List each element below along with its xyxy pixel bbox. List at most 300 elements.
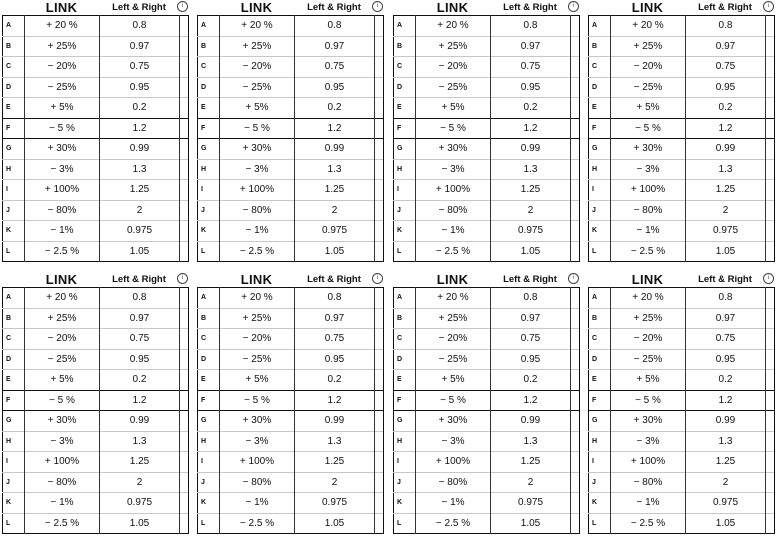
table-row (198, 221, 384, 242)
row-letter: E (589, 98, 611, 119)
table-row (589, 36, 775, 57)
table-row (3, 472, 189, 493)
left-right-value: 0.975 (100, 221, 180, 242)
row-letter: J (394, 200, 416, 221)
left-right-value: 0.75 (686, 329, 766, 350)
empty-cell (180, 16, 189, 37)
row-letter: A (589, 288, 611, 309)
row-letter: I (3, 180, 25, 201)
empty-cell (571, 288, 580, 309)
left-right-value: 1.3 (295, 159, 375, 180)
table-row (394, 98, 580, 119)
link-value: − 1% (416, 221, 491, 242)
link-value: − 5 % (416, 390, 491, 411)
table-row (394, 241, 580, 262)
link-value: + 20 % (416, 288, 491, 309)
link-value: + 25% (416, 308, 491, 329)
left-right-value: 0.75 (686, 57, 766, 78)
empty-cell (571, 452, 580, 473)
table-row (3, 390, 189, 411)
empty-cell (180, 241, 189, 262)
empty-cell (375, 200, 384, 221)
left-right-value: 1.2 (491, 118, 571, 139)
empty-cell (375, 159, 384, 180)
link-column-header: LINK (631, 0, 664, 15)
table-row (589, 390, 775, 411)
row-letter: B (3, 308, 25, 329)
left-right-value: 0.975 (491, 493, 571, 514)
link-table-card (2, 0, 188, 265)
link-table (393, 15, 580, 262)
info-circle-icon: i (177, 273, 188, 284)
table-row (589, 180, 775, 201)
empty-cell (571, 349, 580, 370)
link-value: − 20% (25, 329, 100, 350)
link-value: − 80% (25, 200, 100, 221)
link-value: − 80% (220, 200, 295, 221)
empty-cell (571, 77, 580, 98)
left-right-value: 1.2 (295, 118, 375, 139)
table-row (589, 200, 775, 221)
left-right-value: 0.97 (686, 36, 766, 57)
left-right-value: 1.05 (100, 241, 180, 262)
row-letter: I (589, 180, 611, 201)
table-row (589, 288, 775, 309)
link-value: + 30% (611, 411, 686, 432)
table-row (589, 329, 775, 350)
empty-cell (375, 36, 384, 57)
left-right-value: 0.8 (295, 288, 375, 309)
empty-cell (375, 431, 384, 452)
left-right-value: 1.3 (686, 159, 766, 180)
empty-cell (375, 221, 384, 242)
empty-cell (766, 288, 775, 309)
link-column-header: LINK (45, 0, 78, 15)
row-letter: D (3, 77, 25, 98)
empty-cell (375, 411, 384, 432)
link-table-card (393, 0, 579, 265)
link-value: + 100% (25, 452, 100, 473)
row-letter: A (589, 16, 611, 37)
row-letter: J (394, 472, 416, 493)
link-value: − 25% (220, 77, 295, 98)
row-letter: I (198, 180, 220, 201)
row-letter: L (394, 513, 416, 534)
row-letter: L (589, 241, 611, 262)
empty-cell (375, 77, 384, 98)
left-right-value: 1.25 (295, 452, 375, 473)
empty-cell (180, 98, 189, 119)
row-letter: K (394, 493, 416, 514)
empty-cell (375, 180, 384, 201)
link-value: − 3% (416, 431, 491, 452)
row-letter: D (589, 349, 611, 370)
left-right-value: 0.2 (686, 98, 766, 119)
row-letter: F (198, 390, 220, 411)
row-letter: C (198, 329, 220, 350)
table-row (394, 159, 580, 180)
link-value: + 25% (25, 36, 100, 57)
empty-cell (766, 513, 775, 534)
empty-cell (180, 118, 189, 139)
table-row (394, 36, 580, 57)
empty-cell (766, 431, 775, 452)
link-value: − 20% (611, 57, 686, 78)
empty-cell (571, 411, 580, 432)
left-right-value: 0.2 (686, 370, 766, 391)
left-right-value: 1.05 (686, 241, 766, 262)
link-value: + 30% (25, 411, 100, 432)
card-header (2, 272, 188, 287)
left-right-value: 0.975 (686, 493, 766, 514)
empty-cell (571, 200, 580, 221)
link-value: + 30% (220, 411, 295, 432)
table-row (198, 493, 384, 514)
link-table (588, 15, 775, 262)
left-right-value: 0.8 (491, 16, 571, 37)
table-row (198, 180, 384, 201)
link-value: + 25% (611, 308, 686, 329)
left-right-value: 1.25 (686, 180, 766, 201)
left-right-value: 0.975 (686, 221, 766, 242)
left-right-value: 1.05 (295, 241, 375, 262)
left-right-value: 2 (491, 200, 571, 221)
empty-cell (571, 98, 580, 119)
link-value: + 25% (220, 308, 295, 329)
empty-cell (375, 308, 384, 329)
link-table-card (197, 0, 383, 265)
left-right-column-header: Left & Right (112, 2, 166, 13)
left-right-value: 0.97 (295, 308, 375, 329)
link-value: − 20% (416, 329, 491, 350)
card-header (588, 0, 774, 15)
empty-cell (766, 118, 775, 139)
row-letter: I (198, 452, 220, 473)
table-row (394, 288, 580, 309)
link-value: − 20% (416, 57, 491, 78)
left-right-value: 1.3 (491, 431, 571, 452)
info-circle-icon: i (763, 1, 774, 12)
row-letter: H (589, 159, 611, 180)
left-right-value: 0.8 (295, 16, 375, 37)
table-row (394, 472, 580, 493)
left-right-value: 1.05 (491, 241, 571, 262)
left-right-value: 1.3 (100, 431, 180, 452)
left-right-value: 0.97 (491, 36, 571, 57)
row-letter: G (394, 139, 416, 160)
left-right-value: 0.975 (491, 221, 571, 242)
link-value: − 3% (25, 159, 100, 180)
link-value: + 5% (416, 98, 491, 119)
left-right-column-header: Left & Right (698, 2, 752, 13)
empty-cell (766, 200, 775, 221)
empty-cell (571, 431, 580, 452)
empty-cell (375, 139, 384, 160)
row-letter: G (198, 139, 220, 160)
left-right-value: 1.2 (100, 118, 180, 139)
table-row (198, 411, 384, 432)
empty-cell (571, 370, 580, 391)
left-right-value: 1.25 (100, 180, 180, 201)
table-row (394, 57, 580, 78)
empty-cell (571, 139, 580, 160)
empty-cell (571, 329, 580, 350)
row-letter: F (3, 118, 25, 139)
table-row (394, 370, 580, 391)
left-right-value: 0.95 (100, 349, 180, 370)
row-letter: L (198, 241, 220, 262)
empty-cell (375, 513, 384, 534)
row-letter: C (198, 57, 220, 78)
left-right-value: 0.97 (686, 308, 766, 329)
empty-cell (766, 493, 775, 514)
link-table-card (588, 272, 774, 537)
empty-cell (180, 390, 189, 411)
row-letter: H (3, 431, 25, 452)
table-row (394, 139, 580, 160)
left-right-value: 0.2 (100, 370, 180, 391)
table-row (394, 200, 580, 221)
empty-cell (180, 77, 189, 98)
table-row (394, 349, 580, 370)
empty-cell (766, 16, 775, 37)
empty-cell (571, 159, 580, 180)
row-letter: B (3, 36, 25, 57)
empty-cell (571, 472, 580, 493)
table-row (394, 493, 580, 514)
left-right-value: 1.3 (686, 431, 766, 452)
table-row (589, 493, 775, 514)
table-row (394, 16, 580, 37)
link-value: − 2.5 % (416, 241, 491, 262)
link-value: − 1% (416, 493, 491, 514)
link-value: + 30% (611, 139, 686, 160)
info-circle-icon: i (177, 1, 188, 12)
row-letter: G (3, 411, 25, 432)
table-row (198, 159, 384, 180)
empty-cell (180, 36, 189, 57)
table-row (198, 370, 384, 391)
empty-cell (180, 411, 189, 432)
table-row (589, 98, 775, 119)
row-letter: H (3, 159, 25, 180)
link-value: − 5 % (220, 390, 295, 411)
link-value: − 25% (220, 349, 295, 370)
row-letter: E (589, 370, 611, 391)
link-value: − 20% (25, 57, 100, 78)
link-column-header: LINK (45, 272, 78, 287)
link-value: − 2.5 % (220, 513, 295, 534)
left-right-value: 2 (686, 472, 766, 493)
left-right-value: 0.97 (491, 308, 571, 329)
empty-cell (375, 452, 384, 473)
table-row (198, 77, 384, 98)
empty-cell (375, 241, 384, 262)
card-header (197, 272, 383, 287)
link-value: + 100% (220, 452, 295, 473)
link-value: − 1% (220, 493, 295, 514)
left-right-value: 0.8 (686, 288, 766, 309)
left-right-value: 2 (295, 200, 375, 221)
table-row (3, 139, 189, 160)
table-row (3, 118, 189, 139)
link-value: − 1% (220, 221, 295, 242)
link-column-header: LINK (240, 0, 273, 15)
table-row (589, 16, 775, 37)
row-letter: A (3, 288, 25, 309)
empty-cell (375, 370, 384, 391)
empty-cell (180, 370, 189, 391)
table-row (3, 36, 189, 57)
left-right-value: 0.75 (491, 329, 571, 350)
table-row (3, 308, 189, 329)
left-right-value: 0.99 (295, 411, 375, 432)
link-value: − 2.5 % (25, 513, 100, 534)
link-value: + 25% (611, 36, 686, 57)
left-right-value: 1.2 (686, 118, 766, 139)
row-letter: E (394, 370, 416, 391)
link-value: − 5 % (611, 390, 686, 411)
link-value: − 25% (611, 77, 686, 98)
table-row (198, 452, 384, 473)
row-letter: B (394, 36, 416, 57)
left-right-value: 1.2 (686, 390, 766, 411)
left-right-value: 1.3 (100, 159, 180, 180)
link-value: − 80% (220, 472, 295, 493)
row-letter: H (198, 159, 220, 180)
table-row (3, 16, 189, 37)
left-right-value: 1.25 (491, 452, 571, 473)
left-right-value: 0.95 (686, 77, 766, 98)
table-row (394, 431, 580, 452)
empty-cell (571, 493, 580, 514)
table-row (394, 452, 580, 473)
link-column-header: LINK (436, 0, 469, 15)
table-row (589, 472, 775, 493)
link-value: + 5% (611, 98, 686, 119)
empty-cell (375, 349, 384, 370)
info-circle-icon: i (372, 1, 383, 12)
row-letter: A (198, 288, 220, 309)
row-letter: K (394, 221, 416, 242)
empty-cell (766, 36, 775, 57)
link-value: + 100% (416, 180, 491, 201)
row-letter: A (3, 16, 25, 37)
link-value: + 5% (416, 370, 491, 391)
left-right-value: 0.95 (686, 349, 766, 370)
link-table (197, 15, 384, 262)
left-right-value: 0.99 (100, 411, 180, 432)
link-value: − 25% (416, 77, 491, 98)
info-circle-icon: i (372, 273, 383, 284)
card-header (2, 0, 188, 15)
table-row (589, 452, 775, 473)
row-letter: I (3, 452, 25, 473)
empty-cell (180, 221, 189, 242)
left-right-value: 0.97 (100, 308, 180, 329)
left-right-value: 0.8 (686, 16, 766, 37)
row-letter: E (3, 370, 25, 391)
link-value: + 25% (25, 308, 100, 329)
link-value: − 25% (416, 349, 491, 370)
link-value: + 30% (220, 139, 295, 160)
left-right-value: 0.75 (295, 57, 375, 78)
link-value: + 30% (25, 139, 100, 160)
left-right-value: 2 (686, 200, 766, 221)
link-value: − 3% (220, 431, 295, 452)
left-right-column-header: Left & Right (698, 274, 752, 285)
link-value: − 5 % (25, 390, 100, 411)
row-letter: K (3, 493, 25, 514)
info-circle-icon: i (763, 273, 774, 284)
empty-cell (766, 139, 775, 160)
row-letter: C (3, 329, 25, 350)
table-row (198, 139, 384, 160)
table-row (198, 431, 384, 452)
empty-cell (766, 57, 775, 78)
table-row (589, 159, 775, 180)
row-letter: K (3, 221, 25, 242)
row-letter: D (198, 77, 220, 98)
left-right-value: 0.99 (491, 411, 571, 432)
left-right-value: 0.2 (100, 98, 180, 119)
link-value: + 100% (611, 180, 686, 201)
left-right-column-header: Left & Right (503, 2, 557, 13)
link-value: + 20 % (611, 288, 686, 309)
link-value: + 20 % (220, 288, 295, 309)
link-value: − 20% (220, 57, 295, 78)
left-right-value: 0.75 (100, 57, 180, 78)
empty-cell (375, 16, 384, 37)
empty-cell (375, 493, 384, 514)
row-letter: F (589, 390, 611, 411)
row-letter: A (198, 16, 220, 37)
left-right-value: 2 (491, 472, 571, 493)
link-value: + 100% (220, 180, 295, 201)
table-row (589, 431, 775, 452)
row-letter: J (589, 472, 611, 493)
link-value: + 100% (25, 180, 100, 201)
left-right-value: 2 (295, 472, 375, 493)
link-value: − 2.5 % (611, 241, 686, 262)
empty-cell (766, 180, 775, 201)
row-letter: G (589, 411, 611, 432)
table-row (198, 118, 384, 139)
link-value: − 5 % (220, 118, 295, 139)
link-value: − 1% (25, 493, 100, 514)
table-row (3, 180, 189, 201)
row-letter: K (589, 493, 611, 514)
left-right-value: 1.25 (100, 452, 180, 473)
empty-cell (375, 329, 384, 350)
row-letter: E (198, 370, 220, 391)
empty-cell (180, 452, 189, 473)
row-letter: D (3, 349, 25, 370)
empty-cell (766, 370, 775, 391)
row-letter: L (3, 513, 25, 534)
left-right-value: 1.05 (491, 513, 571, 534)
empty-cell (766, 221, 775, 242)
table-row (198, 472, 384, 493)
card-header (588, 272, 774, 287)
row-letter: E (3, 98, 25, 119)
link-value: + 20 % (611, 16, 686, 37)
row-letter: I (589, 452, 611, 473)
link-value: − 3% (611, 431, 686, 452)
table-row (3, 431, 189, 452)
left-right-value: 0.99 (295, 139, 375, 160)
empty-cell (766, 452, 775, 473)
